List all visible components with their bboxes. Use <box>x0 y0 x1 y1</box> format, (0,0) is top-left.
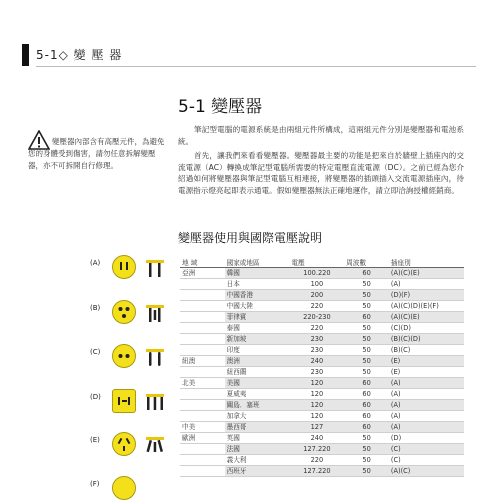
cell-region: 歐洲 <box>180 433 225 444</box>
col-header-country: 國家或地區 <box>225 257 290 268</box>
cell-country: 日本 <box>225 279 290 290</box>
cell-voltage: 100.220 <box>290 268 345 279</box>
col-header-voltage: 電壓 <box>290 257 345 268</box>
cell-frequency: 50 <box>344 323 389 334</box>
cell-country: 中國大陸 <box>225 301 290 312</box>
table-row <box>180 367 464 378</box>
cell-plug-type: (C)(D) <box>389 323 464 334</box>
cell-region <box>180 466 225 477</box>
table-row <box>180 466 464 477</box>
cell-voltage: 120 <box>290 389 345 400</box>
plug-c <box>90 344 170 370</box>
table-row <box>180 433 464 444</box>
cell-country: 夏威夷 <box>225 389 290 400</box>
cell-plug-type: (D)(F) <box>389 290 464 301</box>
cell-frequency: 50 <box>344 290 389 301</box>
cell-region <box>180 367 225 378</box>
cell-frequency: 60 <box>344 411 389 422</box>
cell-plug-type: (C) <box>389 444 464 455</box>
plug-d-socket-icon <box>112 389 136 413</box>
cell-frequency: 60 <box>344 268 389 279</box>
table-row <box>180 312 464 323</box>
cell-voltage: 220 <box>290 301 345 312</box>
cell-plug-type: (E) <box>389 356 464 367</box>
cell-region <box>180 334 225 345</box>
cell-region <box>180 290 225 301</box>
cell-region <box>180 345 225 356</box>
cell-frequency: 50 <box>344 433 389 444</box>
table-row <box>180 400 464 411</box>
table-row <box>180 268 464 279</box>
plug-b-socket-icon <box>112 300 136 324</box>
plug-label: (A) <box>90 259 101 267</box>
cell-country: 紐西蘭 <box>225 367 290 378</box>
cell-plug-type: (B)(C) <box>389 345 464 356</box>
cell-frequency: 60 <box>344 422 389 433</box>
cell-region <box>180 411 225 422</box>
header-bar <box>22 44 29 66</box>
cell-voltage: 127 <box>290 422 345 433</box>
cell-plug-type: (A) <box>389 378 464 389</box>
voltage-table <box>180 257 464 477</box>
cell-country: 新加坡 <box>225 334 290 345</box>
page-title: 5-1 變壓器 <box>178 97 263 117</box>
table-header-row <box>180 257 464 268</box>
cell-voltage: 230 <box>290 334 345 345</box>
cell-frequency: 60 <box>344 400 389 411</box>
cell-plug-type: (A) <box>389 411 464 422</box>
cell-frequency: 50 <box>344 367 389 378</box>
section-header: 5-1◇ 變 壓 器 <box>36 48 123 62</box>
cell-region <box>180 323 225 334</box>
cell-frequency: 60 <box>344 312 389 323</box>
plug-a <box>90 255 170 281</box>
paragraph-2: 首先，讓我們來看看變壓器。變壓器最主要的功能是把來自於牆壁上插座內的交流電源（AC）轉換成筆記型電腦所需要的特定電壓直流電源（DC）。之前已經為您介紹過如何將變壓器與筆記型電腦互相連接，將變壓器的插頭插入交流電源插座內，待電源指示燈亮起即表示通電。假如變壓器無法正確地運作，請立即洽詢授權經銷商。 <box>178 151 464 195</box>
cell-voltage: 120 <box>290 400 345 411</box>
cell-plug-type: (A) <box>389 422 464 433</box>
cell-plug-type: (E) <box>389 367 464 378</box>
table-row <box>180 422 464 433</box>
plug-b <box>90 300 170 326</box>
cell-country: 英國 <box>225 433 290 444</box>
cell-region <box>180 301 225 312</box>
cell-frequency: 60 <box>344 389 389 400</box>
cell-region <box>180 400 225 411</box>
cell-voltage: 220 <box>290 455 345 466</box>
table-row <box>180 323 464 334</box>
cell-region <box>180 389 225 400</box>
cell-voltage: 240 <box>290 433 345 444</box>
cell-voltage: 120 <box>290 411 345 422</box>
plug-a-prongs-icon <box>144 257 166 279</box>
cell-country: 西班牙 <box>225 466 290 477</box>
cell-voltage: 120 <box>290 378 345 389</box>
cell-country: 美國 <box>225 378 290 389</box>
plug-b-prongs-icon <box>144 302 166 324</box>
plug-d <box>90 389 170 415</box>
cell-frequency: 50 <box>344 279 389 290</box>
cell-frequency: 60 <box>344 378 389 389</box>
cell-frequency: 50 <box>344 334 389 345</box>
header-rule <box>36 66 476 67</box>
cell-voltage: 220 <box>290 323 345 334</box>
cell-region <box>180 312 225 323</box>
table-row <box>180 444 464 455</box>
cell-plug-type: (A)(C)(E) <box>389 312 464 323</box>
cell-voltage: 127.220 <box>290 444 345 455</box>
cell-region: 紐澳 <box>180 356 225 367</box>
table-row <box>180 356 464 367</box>
cell-region: 中美 <box>180 422 225 433</box>
cell-plug-type: (A) <box>389 389 464 400</box>
table-row <box>180 345 464 356</box>
cell-voltage: 230 <box>290 345 345 356</box>
plug-label: (C) <box>90 348 101 356</box>
cell-frequency: 50 <box>344 345 389 356</box>
cell-country: 韓國 <box>225 268 290 279</box>
plug-e-prongs-icon <box>144 434 166 456</box>
table-row <box>180 334 464 345</box>
plug-d-prongs-icon <box>144 391 166 413</box>
plug-label: (B) <box>90 304 101 312</box>
cell-plug-type: (B)(C)(D) <box>389 334 464 345</box>
cell-country: 墨西哥 <box>225 422 290 433</box>
plug-label: (F) <box>90 480 100 488</box>
paragraph-1: 筆記型電腦的電源系統是由兩組元件所構成，這兩組元件分別是變壓器和電池系統。 <box>178 125 464 146</box>
cell-country: 菲律賓 <box>225 312 290 323</box>
cell-plug-type: (A) <box>389 400 464 411</box>
cell-country: 法國 <box>225 444 290 455</box>
cell-country: 關島．塞班 <box>225 400 290 411</box>
table-row <box>180 378 464 389</box>
cell-country: 中國香港 <box>225 290 290 301</box>
cell-frequency: 50 <box>344 444 389 455</box>
cell-country: 義大利 <box>225 455 290 466</box>
cell-plug-type: (A)(C)(D)(E)(F) <box>389 301 464 312</box>
col-header-plug-type: 插座別 <box>389 257 464 268</box>
cell-voltage: 100 <box>290 279 345 290</box>
cell-region: 亞洲 <box>180 268 225 279</box>
plug-c-socket-icon <box>112 344 136 368</box>
table-row <box>180 411 464 422</box>
plug-e <box>90 432 170 458</box>
plug-e-socket-icon <box>112 432 136 456</box>
cell-plug-type: (D) <box>389 433 464 444</box>
table-row <box>180 389 464 400</box>
cell-plug-type: (A)(C) <box>389 466 464 477</box>
cell-plug-type: (A)(C)(E) <box>389 268 464 279</box>
plug-f <box>90 476 170 502</box>
plug-c-prongs-icon <box>144 346 166 368</box>
cell-voltage: 127.220 <box>290 466 345 477</box>
warning-note: 變壓器內部含有高壓元件，為避免您的身體受到傷害，請勿任意拆解變壓器，亦不可拆開自行修理。 <box>28 137 165 170</box>
plug-f-socket-icon <box>112 476 136 500</box>
table-row <box>180 290 464 301</box>
plug-a-socket-icon <box>112 255 136 279</box>
table-row <box>180 279 464 290</box>
table-row <box>180 455 464 466</box>
cell-frequency: 50 <box>344 301 389 312</box>
cell-country: 澳洲 <box>225 356 290 367</box>
cell-frequency: 50 <box>344 356 389 367</box>
cell-voltage: 240 <box>290 356 345 367</box>
plug-label: (E) <box>90 436 100 444</box>
cell-voltage: 220-230 <box>290 312 345 323</box>
cell-voltage: 230 <box>290 367 345 378</box>
cell-voltage: 200 <box>290 290 345 301</box>
plug-label: (D) <box>90 393 101 401</box>
cell-country: 加拿大 <box>225 411 290 422</box>
cell-frequency: 50 <box>344 455 389 466</box>
cell-region: 北美 <box>180 378 225 389</box>
table-title: 變壓器使用與國際電壓說明 <box>178 231 323 245</box>
cell-plug-type: (A) <box>389 279 464 290</box>
cell-country: 泰國 <box>225 323 290 334</box>
col-header-frequency: 周波數 <box>344 257 389 268</box>
cell-region <box>180 444 225 455</box>
cell-region <box>180 279 225 290</box>
cell-region <box>180 455 225 466</box>
cell-country: 印度 <box>225 345 290 356</box>
table-row <box>180 301 464 312</box>
col-header-region: 地 域 <box>180 257 225 268</box>
cell-frequency: 50 <box>344 466 389 477</box>
cell-plug-type: (C) <box>389 455 464 466</box>
